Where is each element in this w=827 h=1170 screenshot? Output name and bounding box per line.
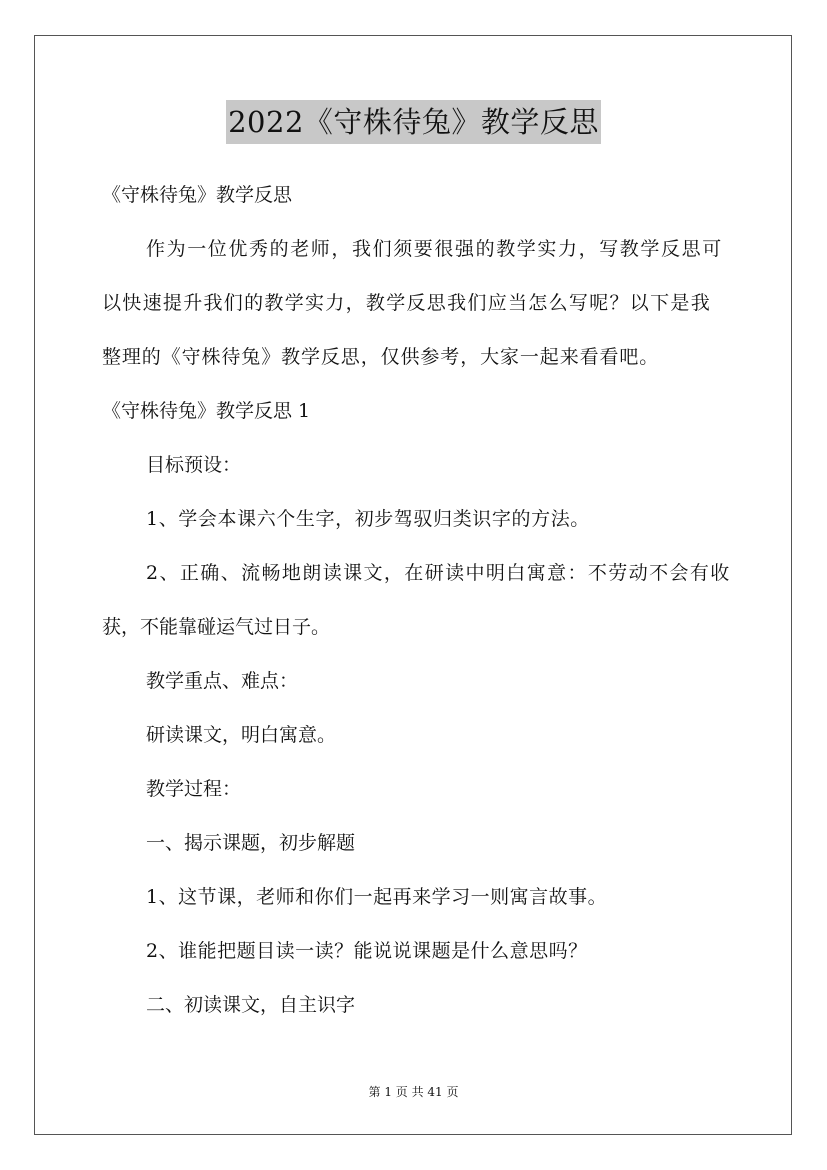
paragraph-line: 目标预设： — [146, 454, 242, 476]
title-container — [0, 100, 827, 144]
paragraph-line: 1、学会本课六个生字，初步驾驭归类识字的方法。 — [146, 508, 590, 530]
section-heading: 《守株待兔》教学反思 1 — [102, 400, 311, 422]
paragraph-line: 整理的《守株待兔》教学反思，仅供参考，大家一起来看看吧。 — [102, 346, 660, 368]
paragraph-line: 获，不能靠碰运气过日子。 — [102, 616, 331, 638]
section-heading: 《守株待兔》教学反思 — [102, 184, 293, 206]
page-number: 第 1 页 共 41 页 — [368, 1085, 459, 1099]
paragraph-line: 1、这节课，老师和你们一起再来学习一则寓言故事。 — [146, 886, 608, 908]
paragraph-line: 作为一位优秀的老师，我们须要很强的教学实力，写教学反思可 — [146, 238, 723, 260]
document-title: 2022《守株待兔》教学反思 — [226, 100, 601, 144]
paragraph-line: 教学过程： — [146, 778, 242, 800]
paragraph-line: 2、正确、流畅地朗读课文，在研读中明白寓意：不劳动不会有收 — [146, 562, 731, 584]
paragraph-line: 教学重点、难点： — [146, 670, 299, 692]
paragraph-line: 一、揭示课题，初步解题 — [146, 832, 356, 854]
paragraph-line: 2、谁能把题目读一读？能说说课题是什么意思吗？ — [146, 940, 588, 962]
paragraph-line: 以快速提升我们的教学实力，教学反思我们应当怎么写呢？以下是我 — [102, 292, 712, 314]
paragraph-line: 研读课文，明白寓意。 — [146, 724, 337, 746]
paragraph-line: 二、初读课文，自主识字 — [146, 994, 356, 1016]
